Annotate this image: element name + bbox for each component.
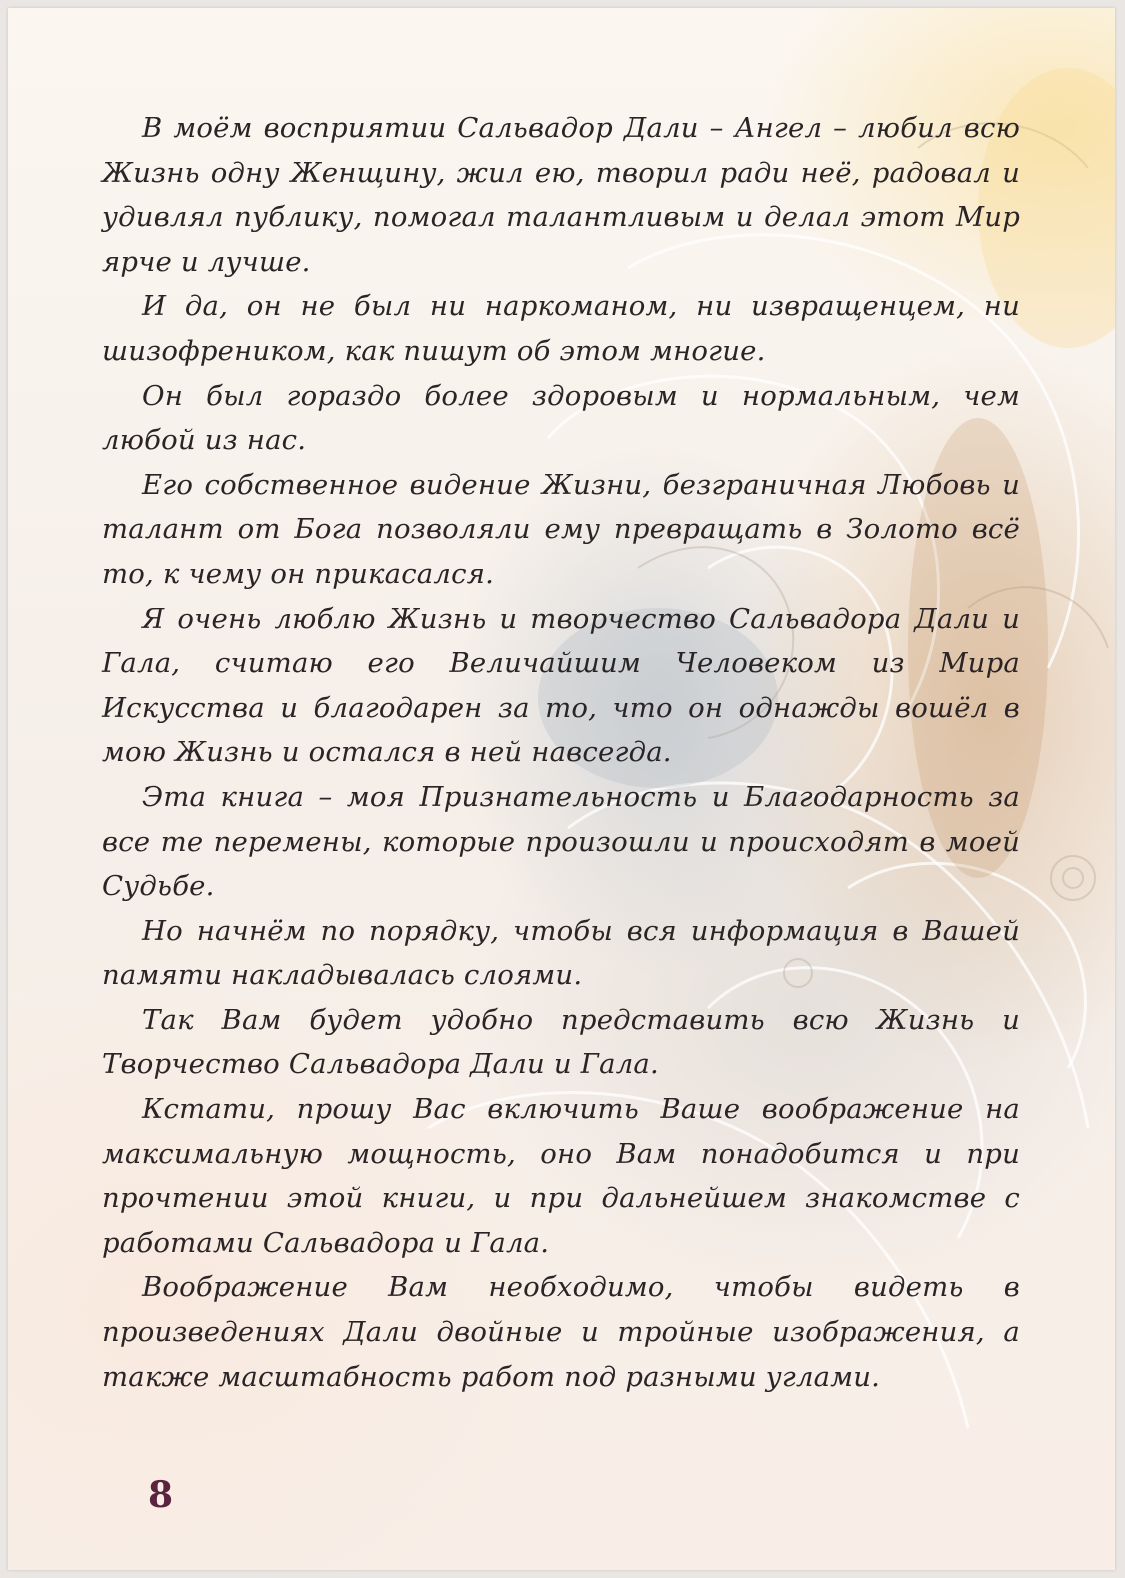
paragraph-9: Кстати, прошу Вас включить Ваше воображение на максимальную мощность, оно Вам понадобится и при прочтении этой книги, и при дальнейшем знакомстве с работами Сальвадора и Гала. bbox=[102, 1093, 1020, 1259]
paragraph-4: Его собственное видение Жизни, безграничная Любовь и талант от Бога позволяли ему превращать в Золото всё то, к чему он прикасался. bbox=[102, 468, 1020, 590]
paragraph-5: Я очень люблю Жизнь и творчество Сальвадора Дали и Гала, считаю его Величайшим Человеком из Мира Искусства и благодарен за то, что он однажды вошёл в мою Жизнь и остался в ней навсегда. bbox=[102, 602, 1020, 769]
paragraph-1: В моём восприятии Сальвадор Дали – Ангел – любил всю Жизнь одну Женщину, жил ею, творил ради неё, радовал и удивлял публику, помогал талантливым и делал этот Мир ярче и лучше. bbox=[102, 112, 1020, 278]
book-page bbox=[8, 8, 1115, 1570]
page-number: 8 bbox=[148, 1474, 174, 1516]
paragraph-7: Но начнём по порядку, чтобы вся информация в Вашей памяти накладывалась слоями. bbox=[102, 914, 1020, 992]
paragraph-2: И да, он не был ни наркоманом, ни извращенцем, ни шизофреником, как пишут об этом многие. bbox=[102, 290, 1020, 367]
paragraph-6: Эта книга – моя Признательность и Благодарность за все те перемены, которые произошли и происходят в моей Судьбе. bbox=[102, 780, 1020, 903]
paragraph-8: Так Вам будет удобно представить всю Жизнь и Творчество Сальвадора Дали и Гала. bbox=[102, 1003, 1020, 1081]
paragraph-10: Воображение Вам необходимо, чтобы видеть в произведениях Дали двойные и тройные изображения, а также масштабность работ под разными углами. bbox=[102, 1271, 1020, 1393]
body-text bbox=[102, 106, 1020, 1399]
paragraph-3: Он был гораздо более здоровым и нормальным, чем любой из нас. bbox=[102, 379, 1020, 457]
